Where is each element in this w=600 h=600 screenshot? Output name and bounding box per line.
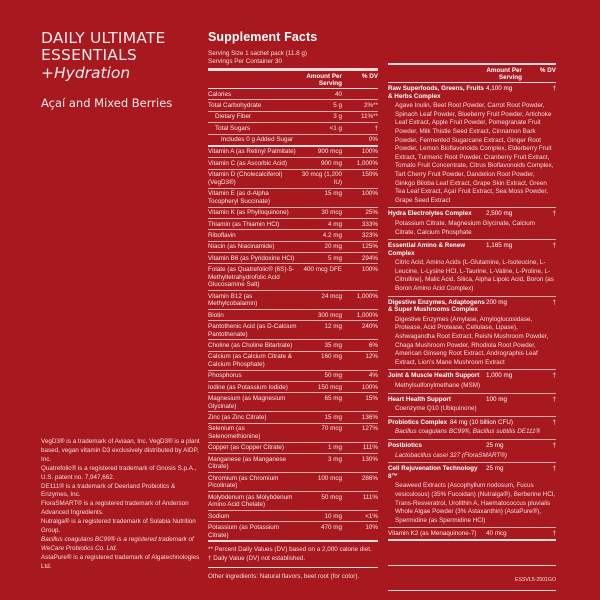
blend-item — [388, 370, 556, 393]
facts-row — [208, 208, 378, 219]
nutrient-dv: 130% — [361, 455, 378, 463]
blend-item — [388, 208, 556, 240]
blend-header — [388, 297, 556, 315]
nutrient-dv: 240% — [361, 322, 378, 330]
serving-size: Serving Size 1 sachet pack (11.8 g) — [208, 50, 307, 57]
blend-item — [388, 394, 556, 417]
blend-name: Joint & Muscle Health Support — [388, 372, 480, 380]
facts-row — [208, 253, 378, 264]
facts-row — [208, 100, 378, 111]
nutrient-name: Phosphorus — [208, 372, 242, 380]
blend-ingredients: Citric Acid, Amino Acids (L-Glutamine, L-Isoleucine, L-Leucine, L-Lysine HCl, L-Taurine, L-Valine, L-Proline, L-Citrulline), Malic Acid, Silica, Alpha Lipoic Acid, Boron (as Boron Amino Acid Complex) — [388, 258, 556, 296]
blend-ingredients: Digestive Enzymes (Amylase, Amyloglucosidase, Protease, Acid Protease, Cellulase, Lipase), Ashwagandha Root Extract, Reishi Mushroom Powder, Chaga Mushroom Powder, Rhodiola Root Powder, American Ginseng Root Extract, Andrographis Leaf Extract, Lion's Mane Mushroom Extract — [388, 315, 556, 371]
nutrient-name: Chromium (as Chromium Picolinate) — [208, 474, 279, 490]
blend-amount: 4,100 mg — [486, 85, 513, 92]
nutrient-name: Biotin — [208, 311, 224, 319]
nutrient-dv: 25% — [365, 209, 378, 217]
blend-dv: † — [552, 242, 556, 250]
facts-header — [208, 68, 378, 89]
nutrient-amount: 300 mcg — [317, 311, 342, 319]
nutrient-dv: 286% — [361, 474, 378, 482]
facts-row — [208, 242, 378, 253]
footnotes — [208, 542, 378, 568]
facts-row — [208, 310, 378, 321]
blend-amount: 84 mg (10 billion CFU) — [450, 418, 513, 426]
nutrient-name: Total Sugars — [215, 124, 251, 132]
facts-row — [208, 473, 378, 492]
blend-dv: † — [552, 418, 556, 426]
facts-row — [208, 147, 378, 158]
facts-row — [208, 219, 378, 230]
facts-row — [208, 382, 378, 393]
nutrient-name: Molybdenum (as Molybdenum Amino Acid Chelate) — [208, 493, 293, 509]
nutrient-amount: 470 mg — [320, 523, 342, 531]
trademark-notices — [41, 438, 203, 572]
nutrient-amount — [298, 136, 342, 144]
blend-header — [388, 83, 556, 101]
blend-name: Cell Rejuvenation Technology 8™ — [388, 465, 478, 480]
nutrient-name: Folate (as Quatrefolic® (6S)-5-Methyltetrahydrofolic Acid Glucosamine Salt) — [208, 266, 295, 289]
nutrient-amount: 40 — [334, 90, 342, 98]
header-amount: Amount Per Serving — [486, 67, 522, 81]
nutrient-name: Vitamin D (Cholecalciferol) (VegD3®) — [208, 171, 283, 186]
blend-ingredients: Lactobacillus casei 327 (FloraSMART®) — [388, 451, 556, 464]
trademark-note: Bacillus coagulans BC99® is a registered trademark of WeCare Probiotics Co. Ltd. — [41, 535, 194, 552]
nutrient-amount: <1 g — [329, 124, 342, 132]
nutrient-amount: 3 g — [333, 113, 342, 121]
nutrient-name: Vitamin K (as Phylloquinone) — [208, 209, 289, 217]
nutrient-dv: 6% — [368, 341, 378, 349]
nutrient-dv: 111% — [362, 444, 378, 452]
nutrient-dv: 100% — [361, 190, 378, 198]
nutrient-amount: 15 mg — [324, 190, 342, 198]
nutrient-amount: 20 mg — [324, 243, 342, 251]
nutrient-name: Choline (as Choline Bitartrate) — [208, 341, 293, 349]
product-title-line1: DAILY ULTIMATE — [41, 29, 166, 47]
nutrient-amount: 150 mcg — [317, 383, 342, 391]
nutrient-name: Riboflavin — [208, 231, 236, 239]
nutrient-dv: † — [374, 124, 378, 132]
vitamin-k2-row — [388, 528, 556, 541]
blend-dv: † — [552, 441, 556, 449]
nutrient-name: Potassium (as Potassium Citrate) — [208, 523, 280, 539]
blends-panel — [388, 63, 556, 591]
nutrient-amount: 15 mg — [324, 413, 342, 421]
nutrient-name: Includes 0 g Added Sugar — [221, 136, 294, 144]
nutrient-amount: 30 mcg (1,200 IU) — [301, 171, 342, 186]
nutrient-name: Total Carbohydrate — [208, 101, 262, 109]
blend-name: Heart Health Support — [388, 395, 451, 403]
nutrient-name: Copper (as Copper Citrate) — [208, 444, 284, 452]
nutrient-amount: 70 mcg — [321, 425, 342, 433]
facts-row — [208, 264, 378, 291]
nutrient-dv: 1,000% — [356, 292, 378, 300]
facts-row — [208, 412, 378, 423]
product-title-line2: ESSENTIALS — [41, 46, 137, 64]
facts-row — [208, 522, 378, 542]
nutrient-amount: 10 mg — [324, 512, 342, 520]
blend-ingredients: Bacillus coagulans BC99®, Bacillus subtilis DE111® — [388, 427, 556, 440]
blend-item — [388, 440, 556, 463]
nutrient-dv: 294% — [361, 254, 378, 262]
nutrient-amount: 900 mg — [320, 159, 342, 167]
blend-dv: † — [552, 210, 556, 218]
nutrient-amount: 30 mcg — [321, 209, 342, 217]
nutrient-amount: 3 mg — [328, 455, 342, 463]
nutrient-dv: 12% — [365, 353, 378, 361]
facts-row — [208, 230, 378, 241]
blend-dv: † — [552, 298, 556, 306]
nutrient-name: Magnesium (as Magnesium Glycinate) — [208, 395, 286, 410]
nutrient-amount: 5 mg — [328, 254, 342, 262]
blend-header — [388, 463, 556, 481]
facts-row — [208, 89, 378, 100]
blend-name: Probiotics Complex — [388, 418, 448, 426]
facts-row — [208, 492, 378, 511]
nutrient-amount: 35 mg — [324, 341, 342, 349]
nutrient-name: Calcium (as Calcium Citrate & Calcium Phosphate) — [208, 353, 292, 368]
nutrient-amount: 400 mcg DFE — [303, 266, 342, 274]
blend-amount: 1,000 mg — [486, 372, 513, 380]
blend-item — [388, 297, 556, 371]
nutrient-dv: 0% — [368, 136, 378, 144]
facts-row — [208, 170, 378, 189]
product-subtitle: +Hydration — [41, 64, 131, 82]
blend-ingredients: Seaweed Extracts (Ascophyllum nodosum, Fucus vesiculosus) (35% Fucoidan) (Nutralga®), Berberine HCl, Trans-Resveratrol, Urolithin A, Haematococcus pluvialis Whole Algae Powder (3% Astaxanthin) (AstaPure®), Spermidine (as Spermidine HCl) — [388, 481, 556, 528]
blend-header — [388, 440, 556, 451]
nutrient-dv: 10% — [365, 523, 378, 531]
nutrient-name: Vitamin E (as d-Alpha Tocopheryl Succinate) — [208, 190, 270, 205]
trademark-note: Quatrefolic® is a registered trademark of Gnosis S.p.A., U.S. patent no. 7,947,662. — [41, 464, 197, 481]
nutrient-name: Pantothenic Acid (as D-Calcium Pantothenate) — [208, 322, 297, 338]
trademark-note: FloraSMART® is a registered trademark of Anderson Advanced Ingredients. — [41, 500, 189, 517]
blend-ingredients: Methylsulfonylmethane (MSM) — [388, 381, 556, 394]
header-amount: Amount Per Serving — [306, 73, 342, 87]
blends-header — [388, 63, 556, 83]
blend-name: Essential Amino & Renew Complex — [388, 242, 466, 257]
blend-item — [388, 463, 556, 528]
blend-dv: † — [552, 395, 556, 403]
nutrient-amount: 24 mcg — [321, 292, 342, 300]
nutrient-name: Calories — [208, 90, 232, 98]
blend-ingredients: Agave Inulin, Beet Root Powder, Carrot Root Powder, Spinach Leaf Powder, Blueberry Fruit Powder, Artichoke Leaf Extract, Apple Fruit Powder, Pomegranate Fruit Powder, Milk Thistle Seed Extract, Cinnamon Bark Powder, Fermented Sugarcane Extract, Ginger Root Powder, Lemon Bioflavonoids Complex, Elderberry Fruit Extract, Turmeric Root Powder, Cranberry Fruit Extract, Tomato Fruit Concentrate, Citrus Bioflavonoids Complex, Tart Cherry Fruit Powder, Dandelion Root Powder, Ginkgo Biloba Leaf Extract, Grape Skin Extract, Green Tea Leaf Extract, Açaí Fruit Extract, Sea Moss Powder, Grape Seed Extract — [388, 101, 556, 208]
nutrient-name: Vitamin B12 (as Methylcobalamin) — [208, 292, 258, 308]
nutrient-name: Vitamin B6 (as Pyridoxine HCl) — [208, 254, 295, 262]
nutrient-name: Zinc (as Zinc Citrate) — [208, 413, 267, 421]
nutrient-dv: 333% — [361, 220, 378, 228]
blend-amount: 25 mg — [486, 441, 504, 449]
facts-row — [208, 340, 378, 351]
nutrient-dv: 100% — [361, 148, 378, 156]
header-dv: % DV — [361, 73, 378, 80]
nutrient-dv: <1% — [365, 512, 378, 520]
nutrient-dv: 11%** — [360, 113, 378, 121]
facts-title: Supplement Facts — [208, 30, 318, 44]
nutrient-amount: 1 mg — [328, 444, 342, 452]
nutrient-amount: 4 mg — [328, 220, 342, 228]
nutrient-name: Vitamin K2 (as Menaquinone-7) — [388, 530, 477, 538]
nutrient-dv: 15% — [365, 395, 378, 402]
facts-row — [208, 291, 378, 310]
nutrient-amount: 160 mg — [320, 353, 342, 361]
blend-name: Digestive Enzymes, Adaptogens & Super Mushrooms Complex — [388, 298, 485, 314]
nutrient-amount: 40 mcg — [486, 530, 507, 538]
nutrient-amount: 65 mg — [324, 395, 342, 402]
nutrient-amount: 900 mcg — [317, 148, 342, 156]
divider — [388, 565, 556, 566]
blend-amount: 2,500 mg — [486, 210, 513, 218]
header-dv: % DV — [539, 67, 556, 74]
trademark-note: DE111® is a trademark of Deerland Probiotics & Enzymes, Inc. — [41, 482, 176, 499]
divider — [388, 590, 556, 591]
blend-name: Raw Superfoods, Greens, Fruits & Herbs Complex — [388, 85, 484, 100]
nutrient-name: Iodine (as Potassium Iodide) — [208, 383, 288, 391]
facts-row — [208, 443, 378, 454]
nutrient-amount: 50 mcg — [321, 493, 342, 501]
supplement-facts-panel — [208, 30, 378, 580]
blend-amount: 1,165 mg — [486, 242, 513, 250]
nutrient-amount: 50 mg — [324, 372, 342, 380]
nutrient-name: Dietary Fiber — [215, 113, 252, 121]
blend-item — [388, 240, 556, 297]
facts-rows — [208, 89, 378, 542]
facts-row — [208, 352, 378, 371]
trademark-note: Nutralga® is a registered trademark of Solabia Nutrition Group. — [41, 518, 196, 535]
nutrient-name: Vitamin A (as Retinyl Palmitate) — [208, 148, 296, 156]
footnote-dagger: † Daily Value (DV) not established. — [208, 554, 306, 562]
facts-row — [208, 393, 378, 412]
nutrient-dv: 136% — [361, 413, 378, 421]
blend-header — [388, 240, 556, 258]
facts-row — [208, 189, 378, 208]
trademark-note: AstaPure® is a registered trademark of Algatechnologies Ltd. — [41, 553, 200, 570]
blend-ingredients: Potassium Citrate, Magnesium Glycinate, Calcium Citrate, Calcium Phosphate — [388, 219, 556, 240]
nutrient-name: Sodium — [208, 512, 230, 520]
nutrient-amount: 12 mg — [324, 322, 342, 330]
nutrient-amount: 4.2 mg — [322, 231, 342, 239]
facts-row — [208, 511, 378, 522]
facts-row — [208, 135, 378, 147]
nutrient-dv: 4% — [368, 372, 378, 380]
facts-row — [208, 321, 378, 340]
nutrient-name: Thiamin (as Thiamin HCl) — [208, 220, 280, 228]
nutrient-name: Selenium (as Selenomethionine) — [208, 425, 261, 440]
blend-ingredients: Coenzyme Q10 (Ubiquinone) — [388, 404, 556, 417]
nutrient-dv: 125% — [361, 243, 378, 251]
nutrient-dv: 150% — [361, 171, 378, 179]
nutrient-dv: 2%** — [363, 101, 378, 109]
nutrient-name: Niacin (as Niacinamide) — [208, 243, 275, 251]
nutrient-dv: 111% — [362, 493, 378, 501]
blend-dv: † — [552, 372, 556, 380]
nutrient-dv: † — [552, 530, 556, 538]
flavor-label: Açaí and Mixed Berries — [41, 96, 173, 110]
nutrient-name: Manganese (as Manganese Citrate) — [208, 455, 287, 471]
facts-row — [208, 112, 378, 123]
nutrient-dv: 100% — [361, 383, 378, 391]
nutrient-dv — [342, 91, 378, 99]
facts-row — [208, 123, 378, 134]
blend-name: Hydra Electrolytes Complex — [388, 210, 472, 218]
nutrient-dv: 127% — [361, 425, 378, 433]
blend-rows — [388, 83, 556, 528]
blend-item — [388, 417, 556, 440]
facts-row — [208, 158, 378, 169]
servings-per-container: Servings Per Container 30 — [208, 58, 282, 65]
blend-name: Postbiotics — [388, 441, 422, 449]
trademark-note: VegD3® is a trademark of Aviaan, Inc. VegD3® is a plant based, vegan vitamin D3 exclusively distributed by AIDP, Inc. — [41, 438, 200, 463]
blend-amount: 200 mg — [486, 298, 508, 306]
nutrient-dv: 1,000% — [356, 159, 378, 167]
blend-dv: † — [552, 465, 556, 473]
facts-row — [208, 424, 378, 443]
other-ingredients: Other ingredients: Natural flavors, beet root (for color). — [208, 572, 360, 580]
nutrient-amount: 5 g — [333, 101, 342, 109]
blend-header — [388, 370, 556, 381]
blend-header — [388, 208, 556, 219]
facts-row — [208, 371, 378, 382]
blend-header — [388, 394, 556, 405]
blend-dv: † — [552, 85, 556, 92]
blend-header — [388, 417, 556, 428]
nutrient-dv: 100% — [361, 266, 378, 274]
blend-amount: 25 mg — [486, 465, 504, 473]
nutrient-name: Vitamin C (as Ascorbic Acid) — [208, 159, 287, 167]
nutrient-dv: 323% — [361, 231, 378, 239]
brand-block — [41, 30, 201, 110]
nutrient-amount: 100 mcg — [317, 474, 342, 482]
nutrient-dv: 1,000% — [356, 311, 378, 319]
blend-amount: 100 mg — [486, 395, 508, 403]
blend-item — [388, 83, 556, 208]
footnote-dv: ** Percent Daily Values (DV) based on a 2,000 calorie diet. — [208, 546, 372, 554]
facts-row — [208, 454, 378, 473]
lot-code: ESSVL5-2501GO — [515, 577, 556, 583]
